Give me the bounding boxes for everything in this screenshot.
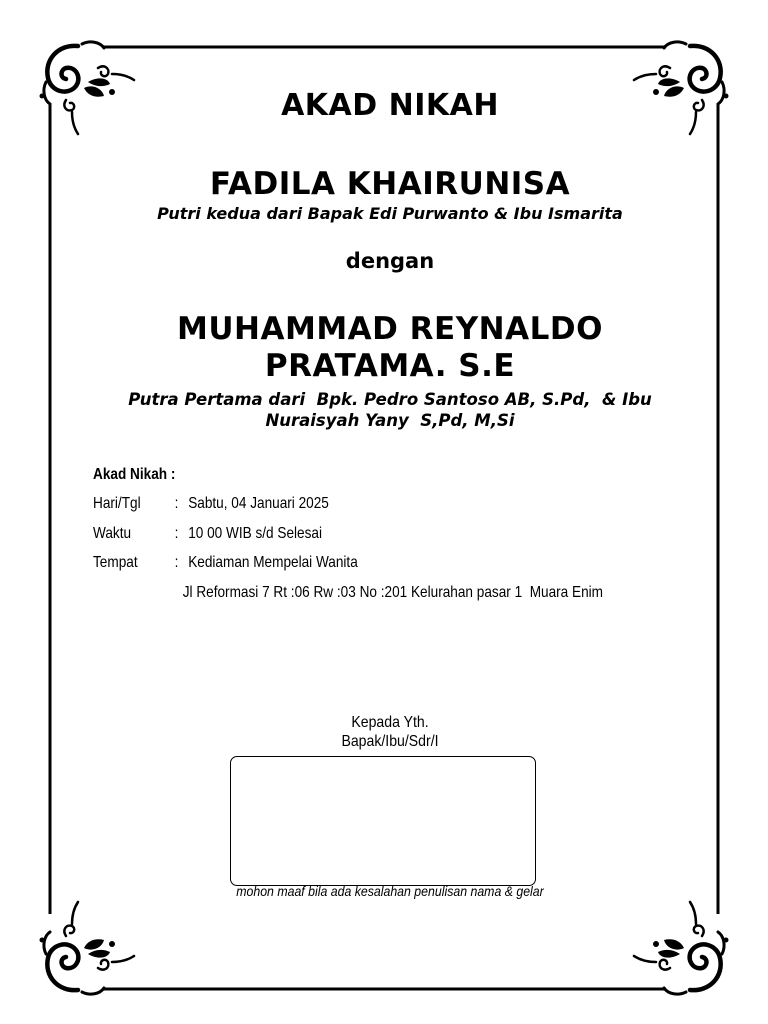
apology-note: mohon maaf bila ada kesalahan penulisan nama & gelar — [236, 883, 544, 899]
date-value: Sabtu, 04 Januari 2025 — [188, 495, 329, 512]
date-colon: : — [174, 495, 179, 512]
event-time-row — [93, 523, 603, 553]
groom-name — [60, 311, 720, 385]
event-address-row — [93, 582, 603, 612]
bride-name: FADILA KHAIRUNISA — [209, 166, 571, 202]
groom-parents — [100, 389, 680, 431]
groom-parents-line-2: Nuraisyah Yany S,Pd, M,Si — [265, 411, 515, 430]
groom-parents-line-1: Putra Pertama dari Bpk. Pedro Santoso AB, S.Pd, & Ibu — [128, 390, 652, 409]
date-label: Hari/Tgl — [93, 495, 141, 512]
bride-parents: Putri kedua dari Bapak Edi Purwanto & Ibu Ismarita — [157, 204, 623, 223]
recipient-line-1: Kepada Yth. — [351, 714, 429, 731]
groom-name-line-2: PRATAMA. S.E — [264, 348, 516, 384]
event-place-row — [93, 552, 603, 582]
place-colon: : — [174, 554, 179, 571]
address-value: Jl Reformasi 7 Rt :06 Rw :03 No :201 Kelurahan pasar 1 Muara Enim — [182, 583, 603, 601]
recipient-name-box — [230, 756, 536, 886]
event-details — [93, 464, 603, 611]
place-value: Kediaman Mempelai Wanita — [188, 554, 358, 571]
recipient-line-2: Bapak/Ibu/Sdr/I — [341, 733, 439, 750]
recipient-block — [267, 713, 513, 751]
place-label: Tempat — [93, 554, 138, 571]
event-heading: Akad Nikah : — [93, 466, 176, 483]
corner-ornament-bottom-right — [634, 902, 729, 994]
page-title: AKAD NIKAH — [281, 88, 499, 123]
event-date-row — [93, 493, 603, 523]
groom-name-line-1: MUHAMMAD REYNALDO — [177, 311, 603, 347]
time-colon: : — [174, 524, 179, 542]
time-value: 10 00 WIB s/d Selesai — [188, 524, 323, 542]
time-label: Waktu — [93, 524, 132, 542]
corner-ornament-bottom-left — [40, 902, 135, 994]
connector-text: dengan — [345, 249, 435, 273]
